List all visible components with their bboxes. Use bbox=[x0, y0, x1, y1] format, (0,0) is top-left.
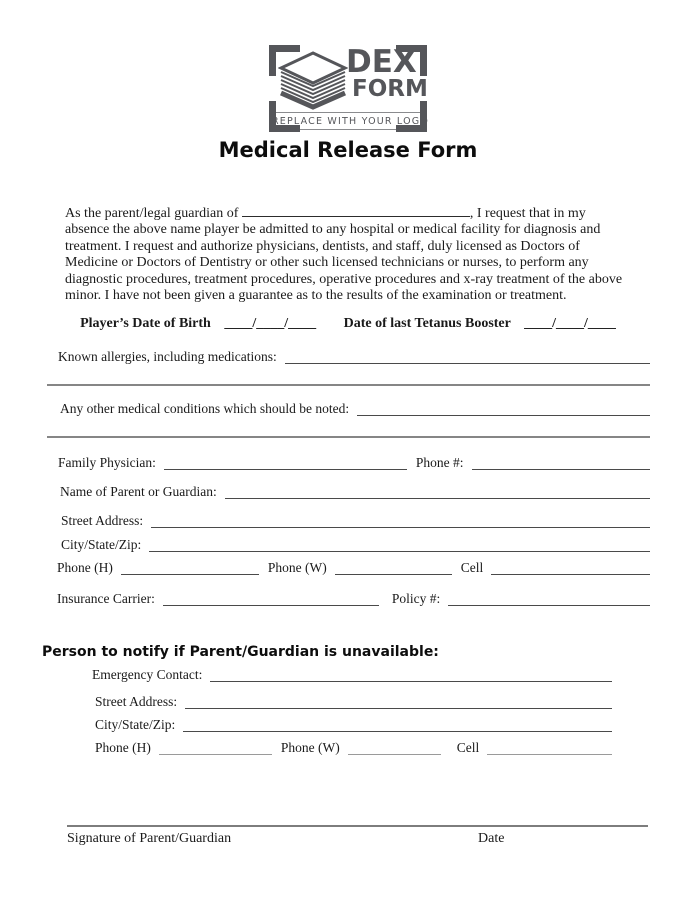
notify-street-label: Street Address: bbox=[95, 694, 178, 709]
guardian-of-name-input-line[interactable] bbox=[242, 205, 470, 217]
logo-corner-bracket-icon bbox=[269, 101, 300, 132]
policy-number-label: Policy #: bbox=[391, 591, 441, 606]
logo-corner-bracket-icon bbox=[396, 101, 427, 132]
notify-phone-h-label: Phone (H) bbox=[95, 740, 151, 755]
section-divider bbox=[47, 384, 650, 386]
allergies-label: Known allergies, including medications: bbox=[58, 349, 277, 364]
policy-number-input-line[interactable] bbox=[448, 603, 650, 606]
other-conditions-label: Any other medical conditions which should be noted: bbox=[60, 401, 350, 416]
dob-tetanus-line bbox=[0, 316, 696, 332]
notify-phone-w-label: Phone (W) bbox=[280, 740, 340, 755]
emergency-contact-input-line[interactable] bbox=[210, 679, 612, 682]
phone-h-input-line[interactable] bbox=[121, 572, 259, 575]
notify-phone-w-input-line[interactable] bbox=[348, 752, 441, 755]
phones-row bbox=[57, 560, 650, 575]
parent-name-label: Name of Parent or Guardian: bbox=[60, 484, 217, 499]
tetanus-input-line[interactable]: ____/____/____ bbox=[524, 316, 616, 331]
family-physician-input-line[interactable] bbox=[164, 467, 407, 470]
page-title: Medical Release Form bbox=[218, 138, 478, 162]
city-state-zip-label: City/State/Zip: bbox=[61, 537, 142, 552]
dob-label: Player’s Date of Birth bbox=[80, 316, 211, 331]
logo-brand-text: FORM bbox=[352, 76, 428, 102]
notify-city-input-line[interactable] bbox=[183, 729, 612, 732]
signature-line[interactable] bbox=[67, 825, 648, 827]
phone-w-input-line[interactable] bbox=[335, 572, 452, 575]
logo-tagline: REPLACE WITH YOUR LOGO bbox=[271, 112, 425, 130]
allergies-row bbox=[58, 349, 650, 364]
notify-city-label: City/State/Zip: bbox=[95, 717, 176, 732]
street-address-row bbox=[61, 513, 650, 528]
phone-w-label: Phone (W) bbox=[267, 560, 327, 575]
logo-brand-text: DEX bbox=[346, 44, 417, 80]
insurance-row bbox=[57, 591, 650, 606]
street-address-label: Street Address: bbox=[61, 513, 144, 528]
emergency-contact-row bbox=[92, 667, 612, 682]
phone-h-label: Phone (H) bbox=[57, 560, 113, 575]
notify-phone-h-input-line[interactable] bbox=[159, 752, 272, 755]
notify-cell-input-line[interactable] bbox=[487, 752, 612, 755]
signature-label: Signature of Parent/Guardian bbox=[67, 831, 232, 846]
physician-row bbox=[58, 455, 650, 470]
authorization-paragraph bbox=[65, 205, 631, 304]
notify-section-heading: Person to notify if Parent/Guardian is unavailable: bbox=[42, 644, 439, 660]
date-label: Date bbox=[478, 831, 505, 846]
logo-corner-bracket-icon bbox=[269, 45, 300, 76]
notify-cell-label: Cell bbox=[456, 740, 480, 755]
notify-street-input-line[interactable] bbox=[185, 706, 612, 709]
notify-street-row bbox=[95, 694, 612, 709]
parent-name-row bbox=[60, 484, 650, 499]
section-divider bbox=[47, 436, 650, 438]
notify-phones-row bbox=[95, 740, 612, 755]
cell-input-line[interactable] bbox=[491, 572, 650, 575]
family-physician-label: Family Physician: bbox=[58, 455, 156, 470]
intro-text-before: As the parent/legal guardian of bbox=[65, 206, 239, 221]
physician-phone-label: Phone #: bbox=[415, 455, 464, 470]
physician-phone-input-line[interactable] bbox=[472, 467, 650, 470]
notify-city-row bbox=[95, 717, 612, 732]
street-address-input-line[interactable] bbox=[151, 525, 650, 528]
insurance-carrier-label: Insurance Carrier: bbox=[57, 591, 155, 606]
emergency-contact-label: Emergency Contact: bbox=[92, 667, 203, 682]
parent-name-input-line[interactable] bbox=[225, 496, 650, 499]
cell-label: Cell bbox=[460, 560, 484, 575]
allergies-input-line[interactable] bbox=[285, 361, 650, 364]
dob-input-line[interactable]: ____/____/____ bbox=[224, 316, 317, 331]
tetanus-label: Date of last Tetanus Booster bbox=[343, 316, 511, 331]
other-conditions-row bbox=[60, 401, 650, 416]
dexform-logo bbox=[269, 45, 427, 132]
city-state-zip-input-line[interactable] bbox=[149, 549, 650, 552]
logo-corner-bracket-icon bbox=[396, 45, 427, 76]
insurance-carrier-input-line[interactable] bbox=[163, 603, 379, 606]
city-state-zip-row bbox=[61, 537, 650, 552]
intro-text-after: , I request that in my absence the above name player be admitted to any hospital or medical facility for diagnosis and treatment. I request and authorize physicians, dentists, and staff, duly licensed as Doctors of Medicine or Doctors of Dentistry or other such licensed technicians or nurses, to perform any diagnostic procedures, treatment procedures, operative procedures and x-ray treatment of the above minor. I have not been given a guarantee as to the results of the examination or treatment. bbox=[65, 206, 623, 304]
other-conditions-input-line[interactable] bbox=[357, 413, 650, 416]
